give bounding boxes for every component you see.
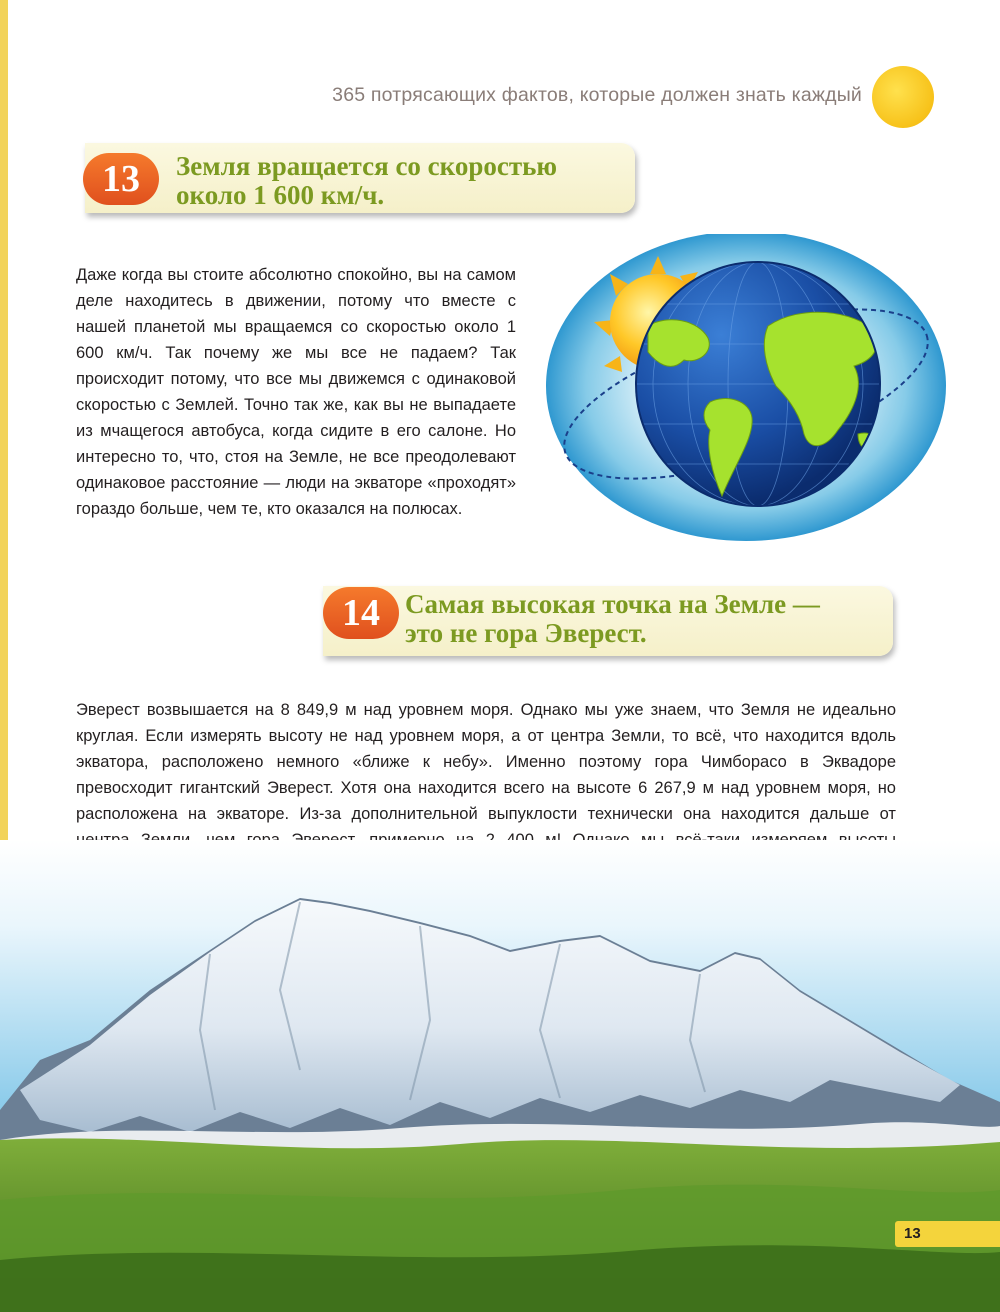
mountain-chimborazo-photo — [0, 840, 1000, 1312]
sun-dot-icon — [872, 66, 934, 128]
fact-13-title-line2: около 1 600 км/ч. — [176, 180, 385, 210]
fact-14-title-line1: Самая высокая точка на Земле — — [405, 589, 820, 619]
fact-13-title — [176, 152, 626, 210]
fact-14-number-badge: 14 — [323, 587, 399, 639]
fact-13-body: Даже когда вы стоите абсолютно спокойно, вы на самом деле находитесь в движении, потому что вместе с нашей планетой мы вращаемся со скоростью около 1 600 км/ч. Так почему же мы все не падаем? Так происходит потому, что все мы движемся с одинаковой скоростью с Землей. Точно так же, как вы не выпадаете из мчащегося автобуса, когда сидите в его салоне. Но интересно то, что, стоя на Земле, не все преодолевают одинаковое расстояние — люди на экваторе «проходят» гораздо больше, чем те, кто оказался на полюсах. — [76, 266, 516, 518]
fact-13-title-line1: Земля вращается со скоростью — [176, 151, 558, 181]
fact-14-title-line2: это не гора Эверест. — [405, 618, 647, 648]
running-header: 365 потрясающих фактов, которые должен знать каждый — [332, 84, 862, 106]
fact-14-title — [405, 590, 885, 648]
fact-13-number-badge: 13 — [83, 153, 159, 205]
earth-sun-orbit-icon — [538, 234, 948, 552]
fact-14-body: Эверест возвышается на 8 849,9 м над уровнем моря. Однако мы уже знаем, что Земля не идеально круглая. Если измерять высоту не над уровнем моря, а от центра Земли, то всё, что находится вдоль экватора, расположено немного «ближе к небу». Именно поэтому гора Чимборасо в Эквадоре превосходит гигантский Эверест. Хотя она находится всего на высоте 6 267,9 м над уровнем моря, но расположена на экваторе. Из-за дополнительной выпуклости технически она находится дальше от — [76, 701, 896, 823]
page-number: 13 — [904, 1225, 921, 1242]
